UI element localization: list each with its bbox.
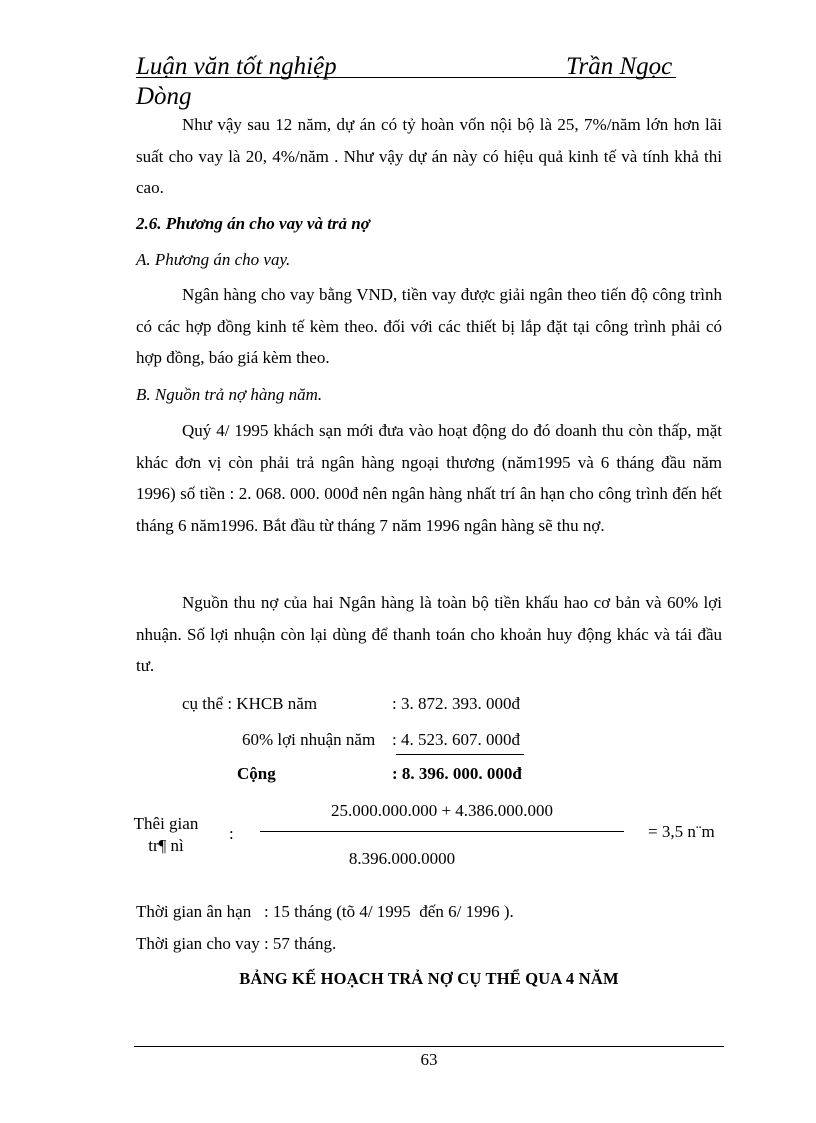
fraction-bar bbox=[260, 831, 624, 832]
page-number: 63 bbox=[420, 1050, 438, 1069]
breakdown-label-total: Cộng bbox=[237, 764, 276, 783]
breakdown-value-profit: : 4. 523. 607. 000đ bbox=[392, 730, 520, 749]
paragraph-irr bbox=[136, 109, 722, 204]
grace-period: Thời gian ân hạn : 15 tháng (tõ 4/ 1995 đến 6/ 1996 ). bbox=[136, 902, 514, 921]
formula-label-line2: tr¶ nì bbox=[148, 836, 184, 855]
breakdown-value-total: : 8. 396. 000. 000đ bbox=[392, 764, 522, 783]
header-wrap: Dòng bbox=[136, 83, 192, 110]
header-rule bbox=[136, 77, 676, 78]
table-title: BẢNG KẾ HOẠCH TRẢ NỢ CỤ THỂ QUA 4 NĂM bbox=[239, 969, 619, 988]
formula-result: = 3,5 n¨m bbox=[648, 822, 715, 841]
header-right: Trần Ngọc bbox=[566, 53, 673, 80]
paragraph-repayment-source bbox=[136, 415, 722, 541]
loan-period: Thời gian cho vay : 57 tháng. bbox=[136, 934, 337, 953]
paragraph-repayment-funds bbox=[136, 587, 722, 682]
paragraph-loan-plan-text: Ngân hàng cho vay bằng VND, tiền vay được giải ngân theo tiến độ công trình có các hợp đồng kinh tế kèm theo. đối với các thiết bị lắp đặt tại công trình phải có hợp đồng, báo giá kèm theo. bbox=[136, 285, 722, 367]
formula-label-line1: Thêi gian bbox=[133, 814, 199, 833]
formula-numerator: 25.000.000.000 + 4.386.000.000 bbox=[330, 801, 554, 820]
sum-rule bbox=[396, 754, 524, 755]
breakdown-value-khcb: : 3. 872. 393. 000đ bbox=[392, 694, 520, 713]
footer-rule bbox=[134, 1046, 724, 1047]
breakdown-label-profit: 60% lợi nhuận năm bbox=[242, 730, 376, 749]
formula-denominator: 8.396.000.0000 bbox=[348, 849, 456, 868]
paragraph-loan-plan bbox=[136, 279, 722, 374]
breakdown-label-khcb: cụ thể : KHCB năm bbox=[182, 694, 318, 713]
paragraph-irr-text: Như vậy sau 12 năm, dự án có tỷ hoàn vốn nội bộ là 25, 7%/năm lớn hơn lãi suất cho vay là 20, 4%/năm . Như vậy dự án này có hiệu quả kinh tế và tính khả thi cao. bbox=[136, 115, 722, 197]
formula-colon: : bbox=[229, 824, 234, 843]
section-heading: 2.6. Phương án cho vay và trả nợ bbox=[136, 214, 370, 233]
header-left: Luận văn tốt nghiệp bbox=[136, 53, 337, 80]
paragraph-repayment-source-text: Quý 4/ 1995 khách sạn mới đưa vào hoạt động do đó doanh thu còn thấp, mặt khác đơn vị còn phải trả ngân hàng ngoại thương (năm1995 và 6 tháng đầu năm 1996) số tiền : 2. 068. 000. 000đ nên ngân hàng nhất trí ân hạn cho công trình đến hết tháng 6 năm1996. Bắt đầu từ tháng 7 năm 1996 ngân hàng sẽ thu nợ. bbox=[136, 421, 722, 535]
subsection-a: A. Phương án cho vay. bbox=[136, 250, 291, 269]
subsection-b: B. Nguồn trả nợ hàng năm. bbox=[136, 385, 323, 404]
paragraph-repayment-funds-text: Nguồn thu nợ của hai Ngân hàng là toàn bộ tiền khấu hao cơ bản và 60% lợi nhuận. Số lợi nhuận còn lại dùng để thanh toán cho khoản huy động khác và tái đầu tư. bbox=[136, 593, 722, 675]
